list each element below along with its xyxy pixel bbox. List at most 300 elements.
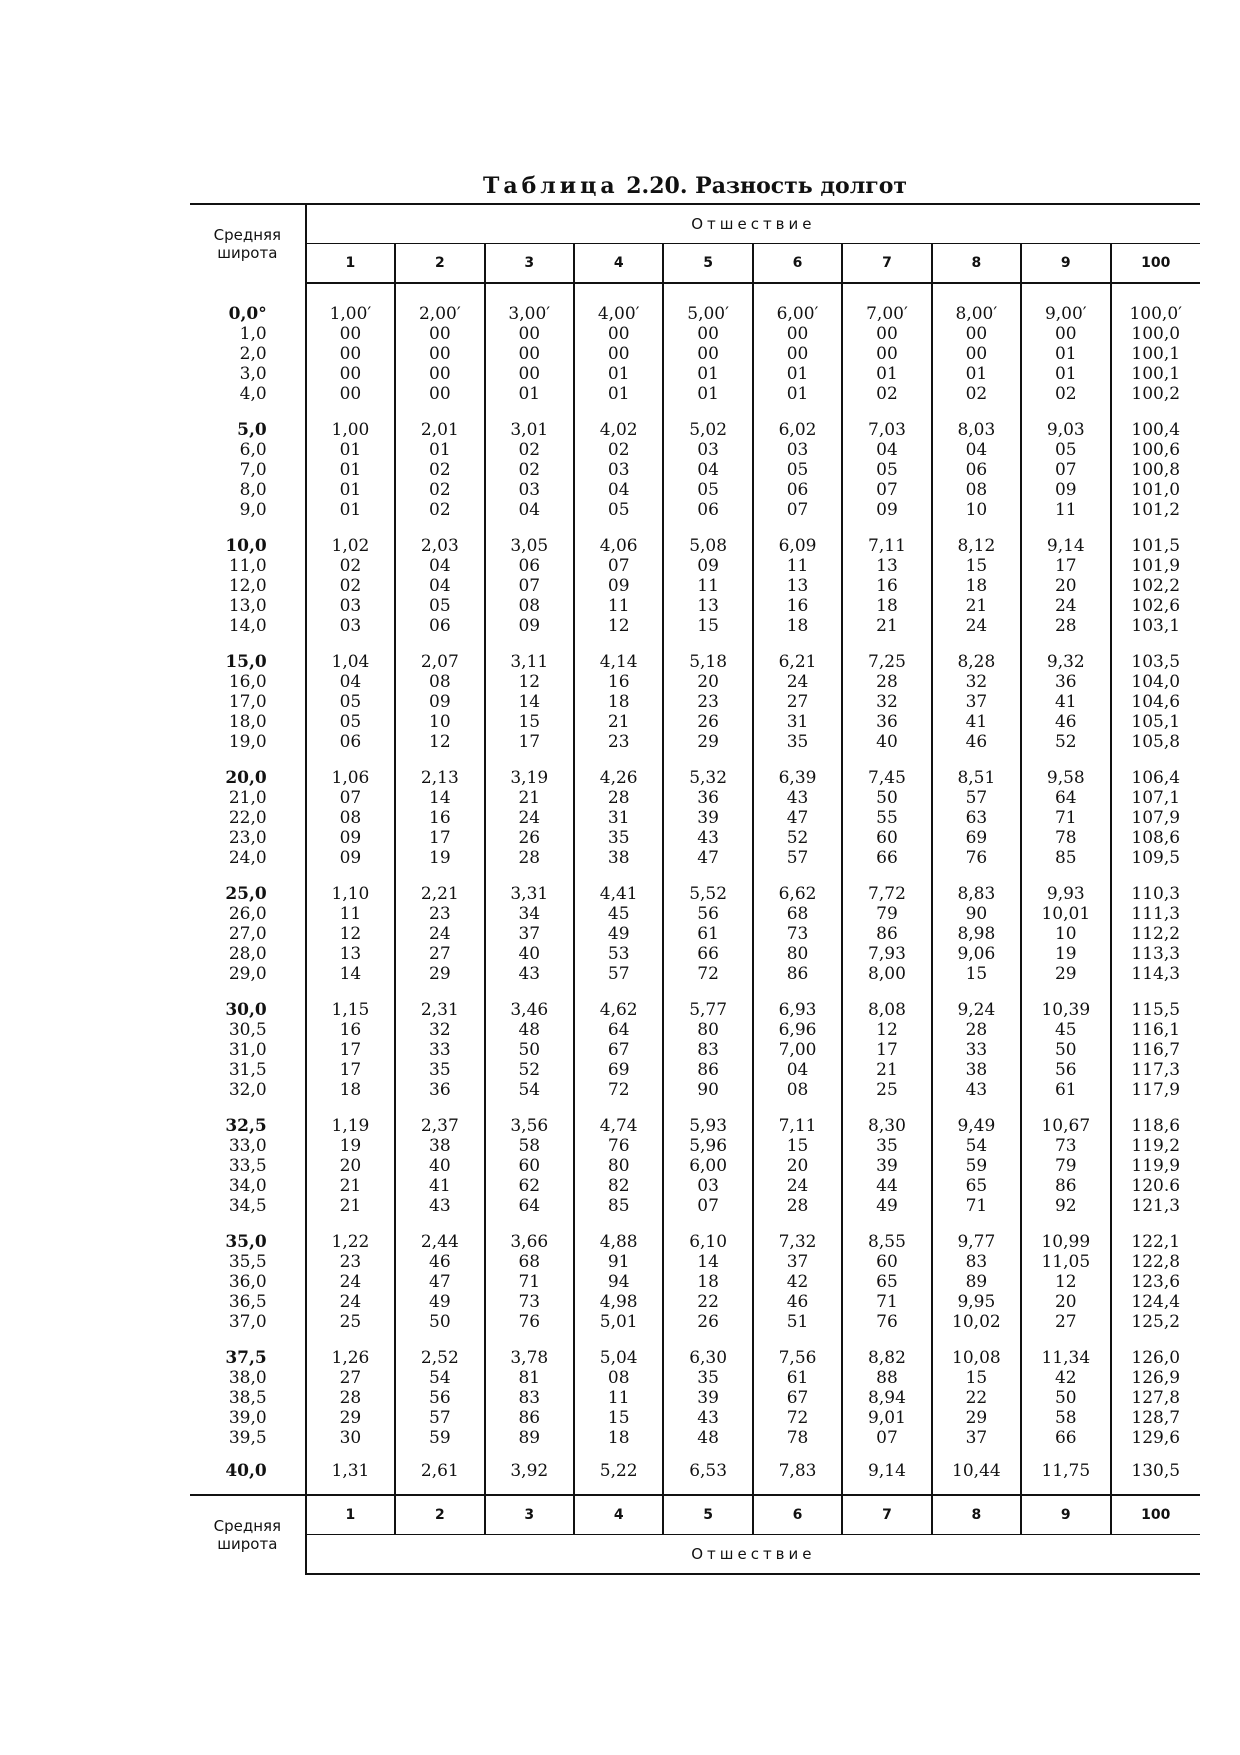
value-cell: 9,06 — [932, 944, 1021, 964]
value-cell: 14 — [306, 964, 395, 984]
value-cell: 3,46 — [485, 1000, 574, 1020]
value-cell: 119,2 — [1131, 1136, 1181, 1156]
latitude-cell: 16,0 — [190, 672, 306, 692]
value-cell: 6,00 — [663, 1156, 752, 1176]
table-row — [190, 1312, 1200, 1332]
value-cell: 26 — [485, 828, 574, 848]
value-cell: 2,00′ — [395, 304, 484, 324]
table-row — [190, 768, 1200, 788]
value-cell: 07 — [663, 1196, 752, 1216]
value-cell: 120.6 — [1131, 1176, 1181, 1196]
value-cell: 43 — [753, 788, 842, 808]
value-cell: 17 — [306, 1040, 395, 1060]
latitude-cell: 22,0 — [190, 808, 306, 828]
value-cell: 56 — [663, 904, 752, 924]
value-cell: 10,08 — [932, 1348, 1021, 1368]
table-row — [190, 732, 1200, 752]
value-cell: 07 — [574, 556, 663, 576]
value-cell: 64 — [485, 1196, 574, 1216]
value-cell: 59 — [395, 1428, 484, 1448]
table-row — [190, 1408, 1200, 1428]
value-cell: 02 — [306, 556, 395, 576]
footer-latitude-line-2: широта — [217, 1535, 278, 1553]
value-cell: 29 — [395, 964, 484, 984]
value-cell: 04 — [842, 440, 931, 460]
value-cell: 2,37 — [395, 1116, 484, 1136]
value-cell: 04 — [753, 1060, 842, 1080]
value-cell: 80 — [663, 1020, 752, 1040]
table-row — [190, 304, 1200, 324]
table-row — [190, 1388, 1200, 1408]
value-cell: 5,22 — [574, 1448, 663, 1495]
value-cell: 14 — [663, 1252, 752, 1272]
value-cell: 04 — [485, 500, 574, 520]
value-cell: 54 — [395, 1368, 484, 1388]
latitude-cell: 30,5 — [190, 1020, 306, 1040]
value-cell: 05 — [842, 460, 931, 480]
value-cell: 6,09 — [753, 536, 842, 556]
value-cell: 82 — [574, 1176, 663, 1196]
value-cell: 10,99 — [1021, 1232, 1110, 1252]
value-cell: 5,77 — [663, 1000, 752, 1020]
value-cell: 1,02 — [306, 536, 395, 556]
value-cell: 109,5 — [1131, 848, 1181, 868]
value-cell: 19 — [395, 848, 484, 868]
column-header: 5 — [663, 244, 752, 284]
column-footer: 8 — [932, 1495, 1021, 1535]
value-cell: 2,13 — [395, 768, 484, 788]
value-cell: 72 — [574, 1080, 663, 1100]
value-cell: 83 — [663, 1040, 752, 1060]
value-cell: 17 — [485, 732, 574, 752]
value-cell: 26 — [663, 1312, 752, 1332]
value-cell: 73 — [1021, 1136, 1110, 1156]
latitude-cell: 39,5 — [190, 1428, 306, 1448]
value-cell: 02 — [395, 460, 484, 480]
value-cell: 3,78 — [485, 1348, 574, 1368]
table-row — [190, 440, 1200, 460]
value-cell: 2,01 — [395, 420, 484, 440]
value-cell: 127,8 — [1131, 1388, 1181, 1408]
value-cell: 40 — [842, 732, 931, 752]
table-row — [190, 1348, 1200, 1368]
value-cell: 46 — [932, 732, 1021, 752]
value-cell: 14 — [395, 788, 484, 808]
value-cell: 00 — [663, 324, 752, 344]
value-cell: 08 — [932, 480, 1021, 500]
value-cell: 15 — [932, 556, 1021, 576]
value-cell: 4,62 — [574, 1000, 663, 1020]
value-cell: 15 — [932, 964, 1021, 984]
value-cell: 65 — [932, 1176, 1021, 1196]
value-cell: 60 — [842, 1252, 931, 1272]
value-cell: 104,0 — [1131, 672, 1181, 692]
value-cell: 86 — [663, 1060, 752, 1080]
table-row — [190, 944, 1200, 964]
value-cell: 05 — [663, 480, 752, 500]
value-cell: 07 — [485, 576, 574, 596]
table-row — [190, 1448, 1200, 1495]
latitude-cell: 8,0 — [190, 480, 306, 500]
value-cell: 10,01 — [1021, 904, 1110, 924]
value-cell: 106,4 — [1131, 768, 1181, 788]
value-cell: 02 — [574, 440, 663, 460]
value-cell: 20 — [1021, 1292, 1110, 1312]
value-cell: 00 — [306, 384, 395, 404]
value-cell: 9,32 — [1021, 652, 1110, 672]
latitude-cell: 0,0° — [190, 304, 306, 324]
value-cell: 23 — [574, 732, 663, 752]
value-cell: 16 — [395, 808, 484, 828]
value-cell: 21 — [306, 1196, 395, 1216]
value-cell: 58 — [1021, 1408, 1110, 1428]
value-cell: 8,28 — [932, 652, 1021, 672]
value-cell: 05 — [574, 500, 663, 520]
value-cell: 43 — [485, 964, 574, 984]
value-cell: 7,11 — [753, 1116, 842, 1136]
value-cell: 105,1 — [1131, 712, 1181, 732]
value-cell: 7,32 — [753, 1232, 842, 1252]
value-cell: 4,02 — [574, 420, 663, 440]
value-cell: 20 — [306, 1156, 395, 1176]
value-cell: 27 — [1021, 1312, 1110, 1332]
value-cell: 24 — [753, 1176, 842, 1196]
column-footer: 7 — [842, 1495, 931, 1535]
value-cell: 10 — [932, 500, 1021, 520]
value-cell: 117,3 — [1131, 1060, 1181, 1080]
value-cell: 13 — [306, 944, 395, 964]
table-row — [190, 1156, 1200, 1176]
value-cell: 45 — [574, 904, 663, 924]
value-cell: 40 — [485, 944, 574, 964]
latitude-cell: 33,0 — [190, 1136, 306, 1156]
value-cell: 42 — [753, 1272, 842, 1292]
value-cell: 00 — [753, 344, 842, 364]
value-cell: 68 — [485, 1252, 574, 1272]
value-cell: 100,6 — [1131, 440, 1181, 460]
value-cell: 15 — [574, 1408, 663, 1428]
value-cell: 06 — [932, 460, 1021, 480]
value-cell: 42 — [1021, 1368, 1110, 1388]
value-cell: 45 — [1021, 1020, 1110, 1040]
latitude-cell: 15,0 — [190, 652, 306, 672]
value-cell: 36 — [842, 712, 931, 732]
latitude-cell: 18,0 — [190, 712, 306, 732]
value-cell: 11,05 — [1021, 1252, 1110, 1272]
value-cell: 116,7 — [1131, 1040, 1181, 1060]
value-cell: 59 — [932, 1156, 1021, 1176]
value-cell: 41 — [1021, 692, 1110, 712]
value-cell: 1,00 — [306, 420, 395, 440]
value-cell: 64 — [1021, 788, 1110, 808]
value-cell: 66 — [842, 848, 931, 868]
latitude-cell: 9,0 — [190, 500, 306, 520]
value-cell: 11 — [574, 596, 663, 616]
value-cell: 5,00′ — [663, 304, 752, 324]
value-cell: 07 — [842, 1428, 931, 1448]
value-cell: 3,05 — [485, 536, 574, 556]
value-cell: 27 — [753, 692, 842, 712]
value-cell: 13 — [663, 596, 752, 616]
table-row — [190, 576, 1200, 596]
value-cell: 68 — [753, 904, 842, 924]
latitude-cell: 31,0 — [190, 1040, 306, 1060]
latitude-cell: 19,0 — [190, 732, 306, 752]
value-cell: 73 — [753, 924, 842, 944]
value-cell: 28 — [1021, 616, 1110, 636]
value-cell: 16 — [842, 576, 931, 596]
value-cell: 03 — [306, 616, 395, 636]
value-cell: 67 — [574, 1040, 663, 1060]
value-cell: 02 — [1021, 384, 1110, 404]
value-cell: 104,6 — [1131, 692, 1181, 712]
latitude-cell: 40,0 — [190, 1448, 306, 1495]
latitude-cell: 32,0 — [190, 1080, 306, 1100]
header-latitude-line-1: Средняя — [213, 226, 282, 244]
column-footer: 5 — [663, 1495, 752, 1535]
value-cell: 1,31 — [306, 1448, 395, 1495]
latitude-cell: 6,0 — [190, 440, 306, 460]
table-row — [190, 1136, 1200, 1156]
latitude-cell: 36,5 — [190, 1292, 306, 1312]
value-cell: 107,1 — [1131, 788, 1181, 808]
value-cell: 4,74 — [574, 1116, 663, 1136]
value-cell: 02 — [395, 480, 484, 500]
value-cell: 06 — [306, 732, 395, 752]
value-cell: 43 — [395, 1196, 484, 1216]
value-cell: 07 — [753, 500, 842, 520]
column-footer: 3 — [485, 1495, 574, 1535]
value-cell: 56 — [1021, 1060, 1110, 1080]
value-cell: 8,82 — [842, 1348, 931, 1368]
value-cell: 10,44 — [932, 1448, 1021, 1495]
value-cell: 15 — [485, 712, 574, 732]
value-cell: 33 — [395, 1040, 484, 1060]
value-cell: 117,9 — [1131, 1080, 1181, 1100]
value-cell: 01 — [1021, 364, 1110, 384]
value-cell: 4,88 — [574, 1232, 663, 1252]
column-footer: 1 — [306, 1495, 395, 1535]
latitude-cell: 17,0 — [190, 692, 306, 712]
value-cell: 124,4 — [1131, 1292, 1181, 1312]
value-cell: 05 — [1021, 440, 1110, 460]
value-cell: 72 — [753, 1408, 842, 1428]
value-cell: 64 — [574, 1020, 663, 1040]
value-cell: 52 — [485, 1060, 574, 1080]
latitude-cell: 21,0 — [190, 788, 306, 808]
value-cell: 39 — [663, 1388, 752, 1408]
value-cell: 09 — [1021, 480, 1110, 500]
value-cell: 100,2 — [1131, 384, 1181, 404]
value-cell: 1,26 — [306, 1348, 395, 1368]
value-cell: 21 — [842, 616, 931, 636]
value-cell: 15 — [663, 616, 752, 636]
latitude-cell: 35,5 — [190, 1252, 306, 1272]
value-cell: 9,77 — [932, 1232, 1021, 1252]
value-cell: 57 — [932, 788, 1021, 808]
latitude-cell: 5,0 — [190, 420, 306, 440]
latitude-cell: 11,0 — [190, 556, 306, 576]
value-cell: 110,3 — [1131, 884, 1181, 904]
column-footer: 4 — [574, 1495, 663, 1535]
value-cell: 24 — [306, 1272, 395, 1292]
table-row — [190, 1272, 1200, 1292]
value-cell: 122,8 — [1131, 1252, 1181, 1272]
value-cell: 5,96 — [663, 1136, 752, 1156]
latitude-cell: 3,0 — [190, 364, 306, 384]
value-cell: 100,0′ — [1129, 304, 1183, 324]
value-cell: 08 — [306, 808, 395, 828]
table-row — [190, 1176, 1200, 1196]
value-cell: 06 — [753, 480, 842, 500]
value-cell: 49 — [842, 1196, 931, 1216]
value-cell: 1,06 — [306, 768, 395, 788]
value-cell: 04 — [395, 556, 484, 576]
value-cell: 1,00′ — [306, 304, 395, 324]
table-row — [190, 964, 1200, 984]
value-cell: 79 — [1021, 1156, 1110, 1176]
value-cell: 35 — [842, 1136, 931, 1156]
value-cell: 101,0 — [1131, 480, 1181, 500]
value-cell: 05 — [306, 692, 395, 712]
value-cell: 35 — [574, 828, 663, 848]
value-cell: 00 — [753, 324, 842, 344]
value-cell: 18 — [932, 576, 1021, 596]
value-cell: 32 — [932, 672, 1021, 692]
latitude-cell: 20,0 — [190, 768, 306, 788]
latitude-cell: 7,0 — [190, 460, 306, 480]
value-cell: 28 — [485, 848, 574, 868]
footer-latitude — [190, 1495, 306, 1574]
value-cell: 50 — [1021, 1040, 1110, 1060]
latitude-cell: 37,5 — [190, 1348, 306, 1368]
value-cell: 32 — [395, 1020, 484, 1040]
column-header: 8 — [932, 244, 1021, 284]
header-latitude-line-2: широта — [217, 244, 278, 262]
value-cell: 4,41 — [574, 884, 663, 904]
table-row — [190, 1020, 1200, 1040]
value-cell: 09 — [485, 616, 574, 636]
latitude-cell: 27,0 — [190, 924, 306, 944]
value-cell: 89 — [485, 1428, 574, 1448]
value-cell: 47 — [663, 848, 752, 868]
latitude-cell: 33,5 — [190, 1156, 306, 1176]
column-footer: 9 — [1021, 1495, 1110, 1535]
value-cell: 01 — [395, 440, 484, 460]
value-cell: 00 — [306, 364, 395, 384]
value-cell: 94 — [574, 1272, 663, 1292]
value-cell: 100,0 — [1131, 324, 1181, 344]
value-cell: 6,10 — [663, 1232, 752, 1252]
value-cell: 3,11 — [485, 652, 574, 672]
value-cell: 7,11 — [842, 536, 931, 556]
value-cell: 5,18 — [663, 652, 752, 672]
value-cell: 7,25 — [842, 652, 931, 672]
value-cell: 06 — [485, 556, 574, 576]
value-cell: 116,1 — [1131, 1020, 1181, 1040]
value-cell: 28 — [306, 1388, 395, 1408]
value-cell: 36 — [395, 1080, 484, 1100]
value-cell: 21 — [574, 712, 663, 732]
table-row — [190, 652, 1200, 672]
value-cell: 7,56 — [753, 1348, 842, 1368]
value-cell: 09 — [663, 556, 752, 576]
value-cell: 00 — [932, 344, 1021, 364]
value-cell: 123,6 — [1131, 1272, 1181, 1292]
value-cell: 28 — [932, 1020, 1021, 1040]
value-cell: 41 — [395, 1176, 484, 1196]
value-cell: 107,9 — [1131, 808, 1181, 828]
table-row — [190, 324, 1200, 344]
table-row — [190, 904, 1200, 924]
value-cell: 21 — [485, 788, 574, 808]
value-cell: 22 — [932, 1388, 1021, 1408]
value-cell: 01 — [306, 480, 395, 500]
value-cell: 51 — [753, 1312, 842, 1332]
value-cell: 09 — [842, 500, 931, 520]
value-cell: 02 — [485, 460, 574, 480]
value-cell: 50 — [842, 788, 931, 808]
value-cell: 92 — [1021, 1196, 1110, 1216]
value-cell: 55 — [842, 808, 931, 828]
value-cell: 31 — [753, 712, 842, 732]
value-cell: 08 — [574, 1368, 663, 1388]
value-cell: 03 — [663, 1176, 752, 1196]
value-cell: 46 — [1021, 712, 1110, 732]
value-cell: 00 — [395, 384, 484, 404]
latitude-cell: 14,0 — [190, 616, 306, 636]
value-cell: 48 — [485, 1020, 574, 1040]
value-cell: 07 — [1021, 460, 1110, 480]
value-cell: 130,5 — [1131, 1461, 1181, 1481]
table-row — [190, 1368, 1200, 1388]
value-cell: 3,00′ — [485, 304, 574, 324]
value-cell: 113,3 — [1131, 944, 1181, 964]
value-cell: 6,93 — [753, 1000, 842, 1020]
value-cell: 05 — [395, 596, 484, 616]
table-row — [190, 384, 1200, 404]
value-cell: 63 — [932, 808, 1021, 828]
latitude-cell: 10,0 — [190, 536, 306, 556]
value-cell: 9,14 — [1021, 536, 1110, 556]
value-cell: 06 — [395, 616, 484, 636]
value-cell: 18 — [842, 596, 931, 616]
value-cell: 39 — [842, 1156, 931, 1176]
value-cell: 11 — [306, 904, 395, 924]
value-cell: 44 — [842, 1176, 931, 1196]
table-row — [190, 556, 1200, 576]
value-cell: 18 — [574, 1428, 663, 1448]
value-cell: 9,00′ — [1021, 304, 1110, 324]
value-cell: 101,5 — [1131, 536, 1181, 556]
value-cell: 9,01 — [842, 1408, 931, 1428]
value-cell: 65 — [842, 1272, 931, 1292]
value-cell: 48 — [663, 1428, 752, 1448]
value-cell: 03 — [306, 596, 395, 616]
value-cell: 86 — [753, 964, 842, 984]
value-cell: 21 — [932, 596, 1021, 616]
table-title-label: Таблица — [482, 173, 619, 199]
value-cell: 66 — [663, 944, 752, 964]
value-cell: 8,00′ — [932, 304, 1021, 324]
value-cell: 01 — [753, 384, 842, 404]
value-cell: 11,75 — [1021, 1448, 1110, 1495]
column-header: 2 — [395, 244, 484, 284]
value-cell: 100,1 — [1131, 364, 1181, 384]
value-cell: 73 — [485, 1292, 574, 1312]
value-cell: 04 — [574, 480, 663, 500]
value-cell: 01 — [932, 364, 1021, 384]
